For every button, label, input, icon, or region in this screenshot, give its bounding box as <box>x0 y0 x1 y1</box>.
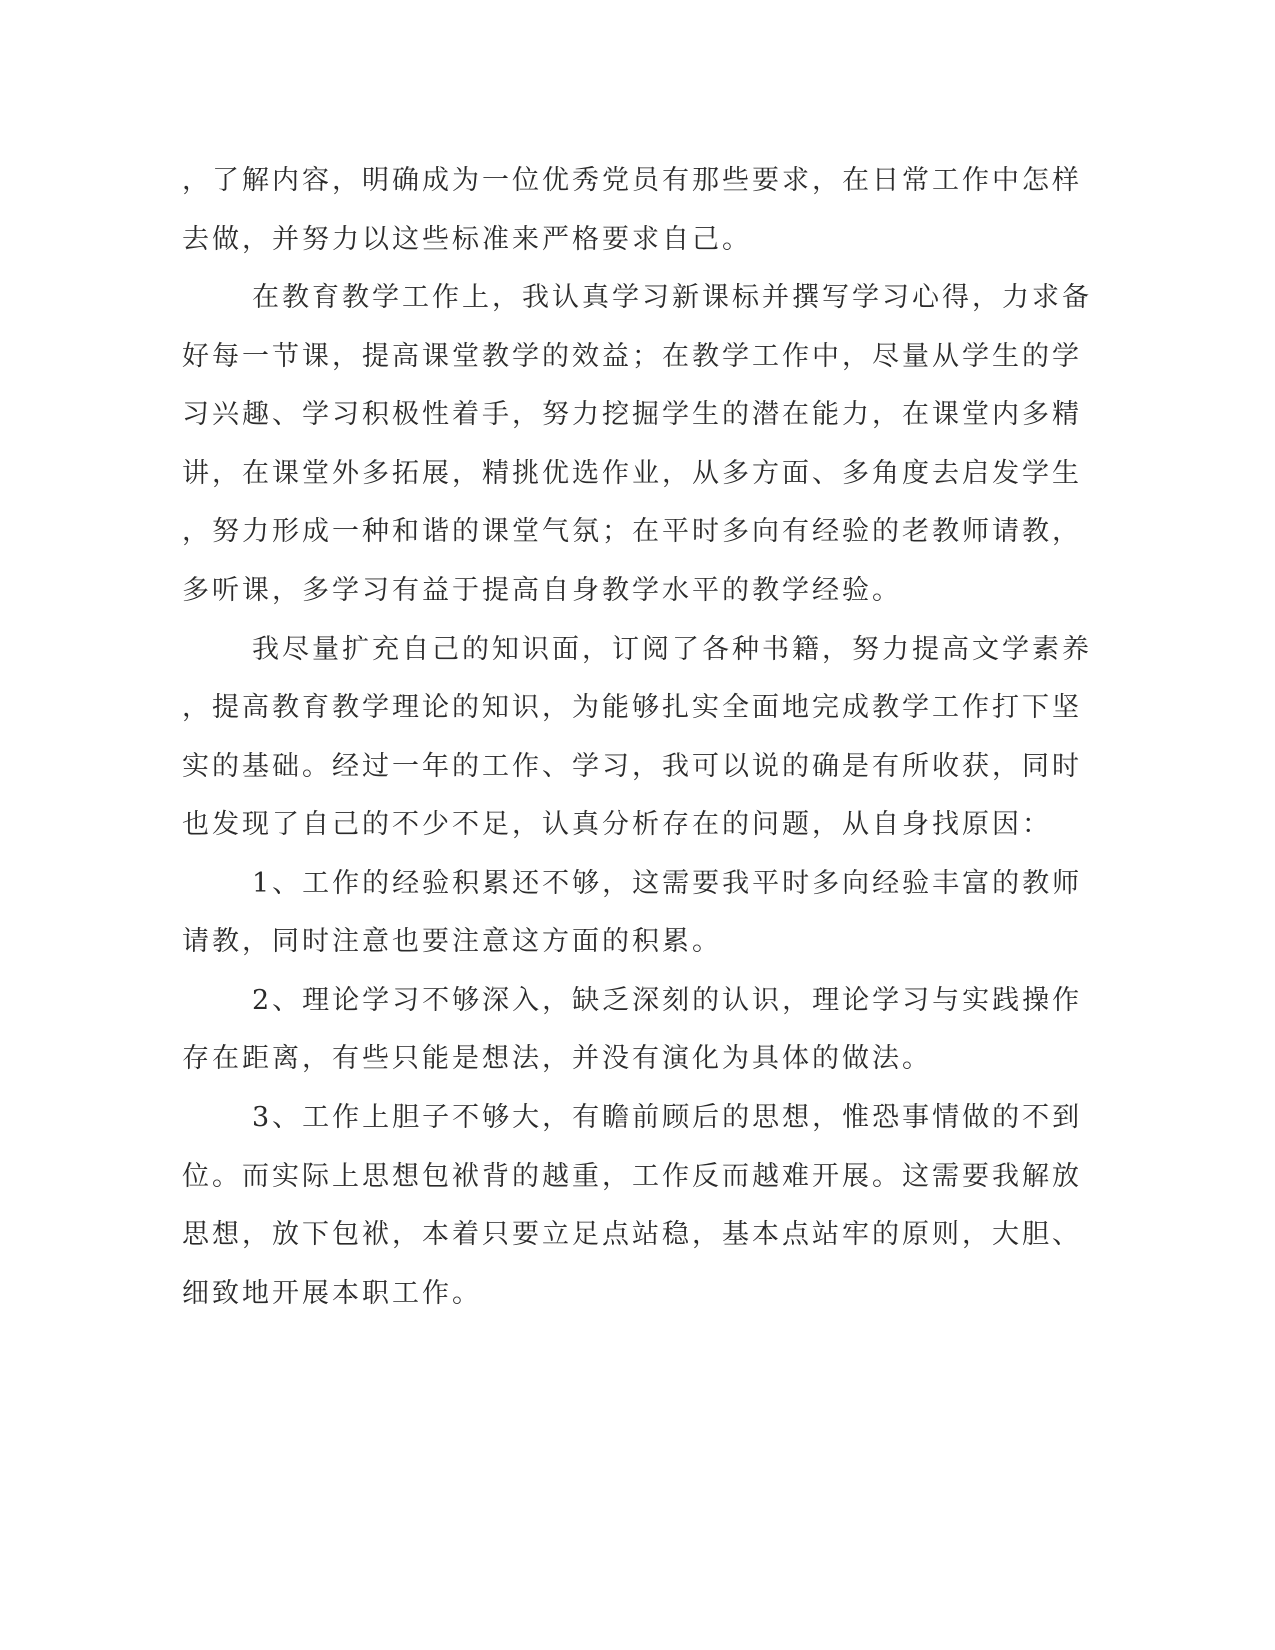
text-line: 1、工作的经验积累还不够，这需要我平时多向经验丰富的教师 <box>252 868 1083 899</box>
text-line: 我尽量扩充自己的知识面，订阅了各种书籍，努力提高文学素养 <box>252 634 1092 665</box>
text-line: 3、工作上胆子不够大，有瞻前顾后的思想，惟恐事情做的不到 <box>252 1102 1083 1133</box>
text-line: ，提高教育教学理论的知识，为能够扎实全面地完成教学工作打下坚 <box>182 692 1082 723</box>
text-line: 实的基础。经过一年的工作、学习，我可以说的确是有所收获，同时 <box>182 751 1082 782</box>
text-line: ，努力形成一种和谐的课堂气氛；在平时多向有经验的老教师请教， <box>182 516 1082 547</box>
text-line: ，了解内容，明确成为一位优秀党员有那些要求，在日常工作中怎样 <box>182 165 1082 196</box>
text-line: 存在距离，有些只能是想法，并没有演化为具体的做法。 <box>182 1043 932 1074</box>
text-line: 2、理论学习不够深入，缺乏深刻的认识，理论学习与实践操作 <box>252 985 1083 1016</box>
text-line: 习兴趣、学习积极性着手，努力挖掘学生的潜在能力，在课堂内多精 <box>182 399 1082 430</box>
text-line: 在教育教学工作上，我认真学习新课标并撰写学习心得，力求备 <box>252 282 1092 313</box>
text-line: 请教，同时注意也要注意这方面的积累。 <box>182 926 722 957</box>
text-line: 也发现了自己的不少不足，认真分析存在的问题，从自身找原因： <box>182 809 1052 840</box>
text-line: 思想，放下包袱，本着只要立足点站稳，基本点站牢的原则，大胆、 <box>182 1219 1082 1250</box>
text-line: 细致地开展本职工作。 <box>182 1278 482 1309</box>
text-line: 位。而实际上思想包袱背的越重，工作反而越难开展。这需要我解放 <box>182 1161 1082 1192</box>
text-line: 讲，在课堂外多拓展，精挑优选作业，从多方面、多角度去启发学生 <box>182 458 1082 489</box>
text-line: 去做，并努力以这些标准来严格要求自己。 <box>182 224 752 255</box>
text-line: 好每一节课，提高课堂教学的效益；在教学工作中，尽量从学生的学 <box>182 341 1082 372</box>
text-line: 多听课，多学习有益于提高自身教学水平的教学经验。 <box>182 575 902 606</box>
